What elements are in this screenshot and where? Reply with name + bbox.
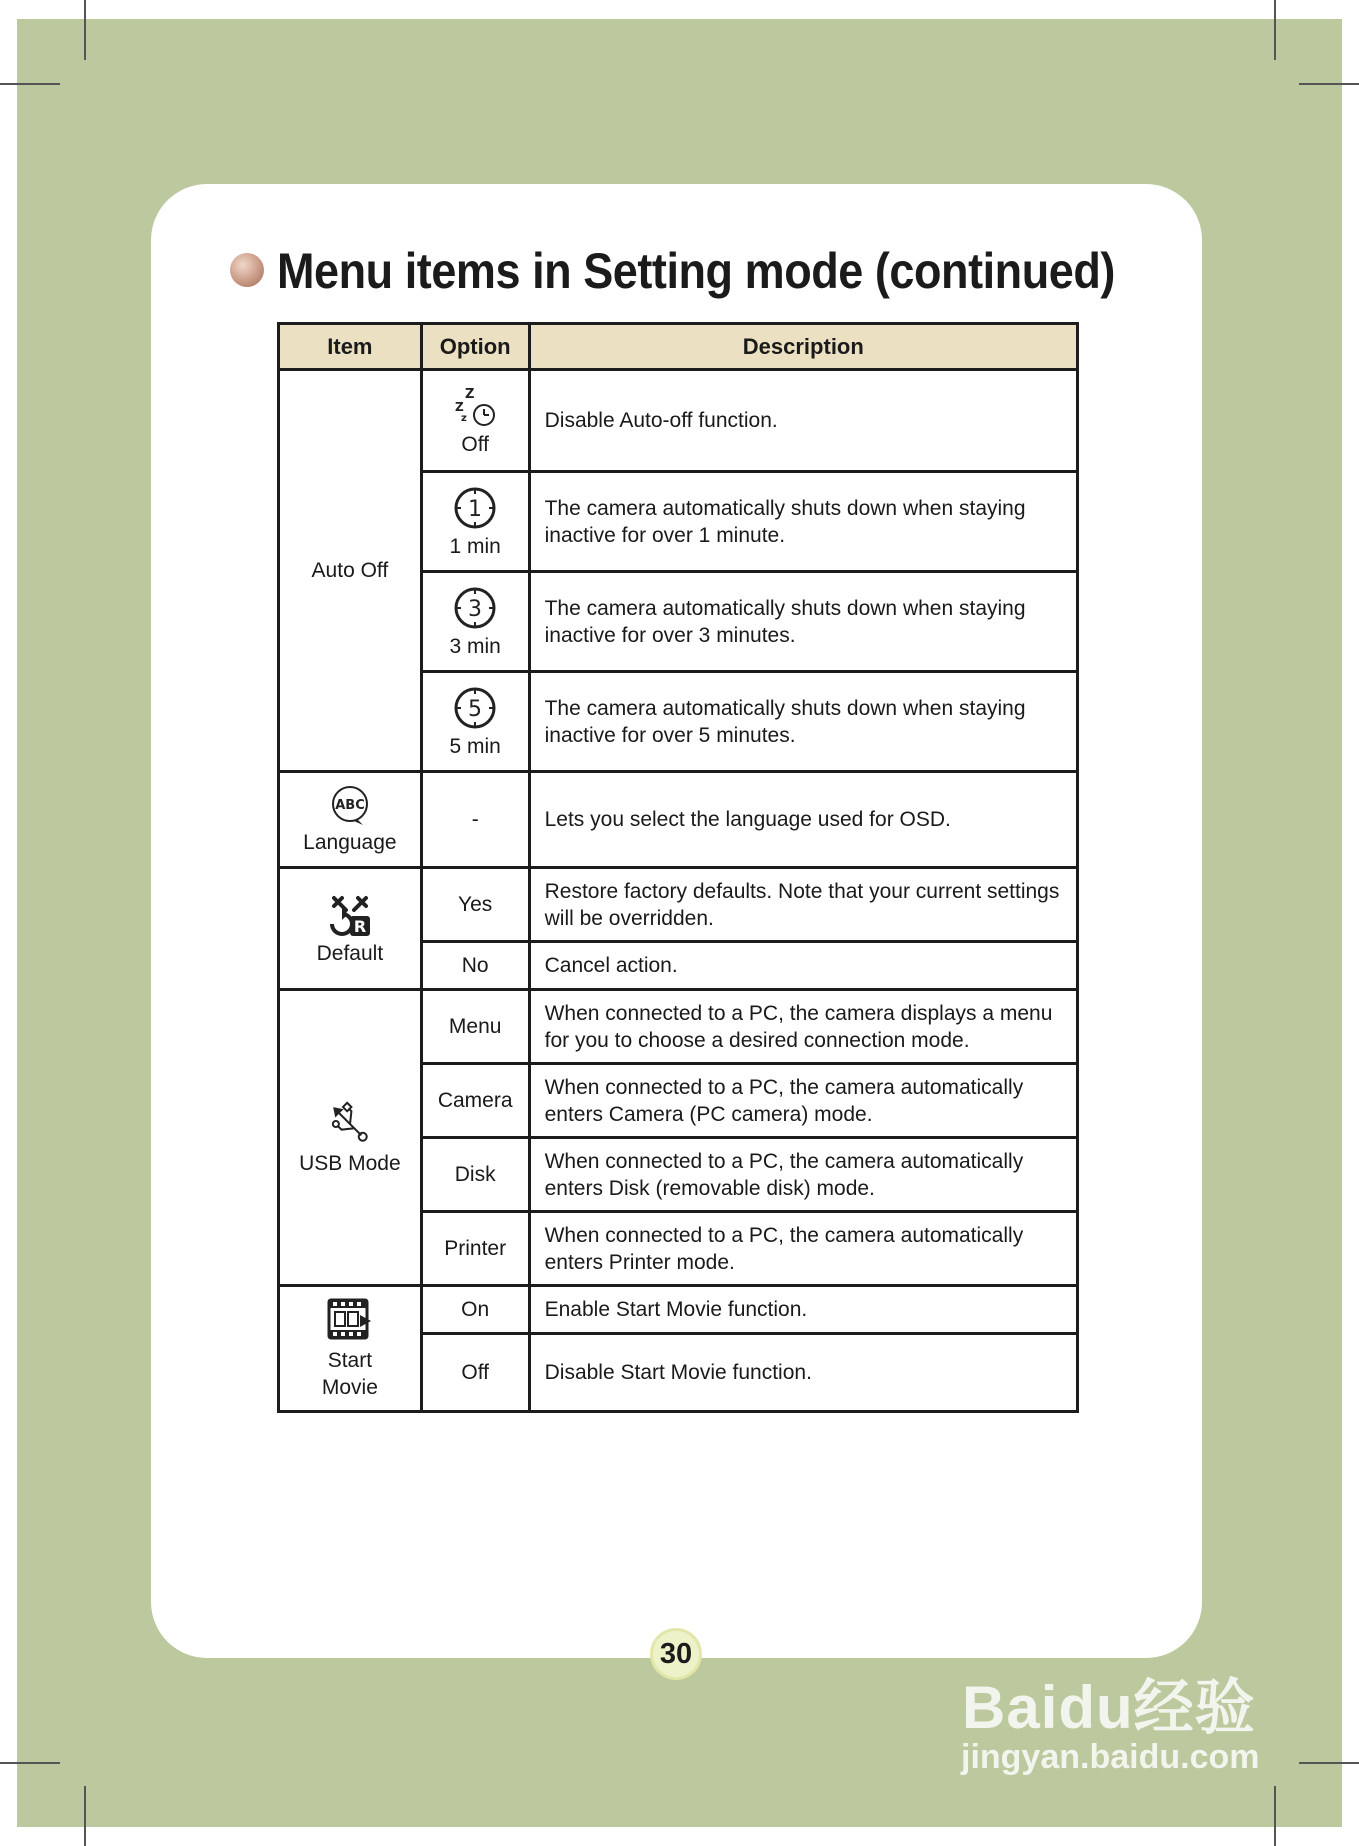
page-title: Menu items in Setting mode (continued) — [277, 243, 1115, 299]
crop-mark — [84, 1786, 86, 1846]
crop-mark — [0, 1762, 60, 1764]
table-row — [279, 990, 1078, 1064]
crop-mark — [1274, 1786, 1276, 1846]
description-cell: Lets you select the language used for OSD. — [529, 772, 1077, 868]
svg-text:Z: Z — [455, 399, 464, 414]
svg-text:5: 5 — [468, 696, 483, 722]
language-abc-icon — [327, 785, 373, 827]
description-cell: Disable Start Movie function. — [529, 1334, 1077, 1412]
item-label-line1: Start — [327, 1348, 373, 1372]
crop-mark — [1274, 0, 1276, 60]
option-cell: Printer — [421, 1212, 529, 1286]
table-row — [279, 868, 1078, 942]
description-cell: Disable Auto-off function. — [529, 370, 1077, 472]
option-cell — [421, 572, 529, 672]
description-cell: When connected to a PC, the camera automatically enters Disk (removable disk) mode. — [529, 1138, 1077, 1212]
table-header-row — [279, 324, 1078, 370]
description-cell: Restore factory defaults. Note that your current settings will be overridden. — [529, 868, 1077, 942]
option-label: 5 min — [449, 734, 501, 758]
watermark-brand: Baidu经验 — [962, 1674, 1256, 1741]
description-cell: The camera automatically shuts down when staying inactive for over 5 minutes. — [529, 672, 1077, 772]
description-cell: Cancel action. — [529, 942, 1077, 990]
option-cell: No — [421, 942, 529, 990]
item-label: Language — [303, 830, 397, 854]
svg-text:1: 1 — [468, 496, 483, 522]
option-cell: Disk — [421, 1138, 529, 1212]
option-cell — [421, 472, 529, 572]
option-cell: - — [421, 772, 529, 868]
option-label: 3 min — [449, 634, 501, 658]
option-cell — [421, 672, 529, 772]
description-cell: The camera automatically shuts down when staying inactive for over 3 minutes. — [529, 572, 1077, 672]
option-cell: Camera — [421, 1064, 529, 1138]
item-label: Default — [316, 941, 384, 965]
table-row — [279, 772, 1078, 868]
timer-5-icon — [452, 685, 498, 731]
timer-1-icon — [452, 485, 498, 531]
description-cell: When connected to a PC, the camera automatically enters Printer mode. — [529, 1212, 1077, 1286]
svg-text:Z: Z — [465, 386, 475, 402]
option-cell: Off — [421, 1334, 529, 1412]
item-auto-off: Auto Off — [279, 370, 422, 772]
svg-text:ABC: ABC — [335, 797, 365, 813]
item-language — [279, 772, 422, 868]
header-description: Description — [529, 324, 1077, 370]
option-cell: Menu — [421, 990, 529, 1064]
start-movie-icon — [326, 1297, 374, 1343]
svg-text:R: R — [353, 916, 367, 936]
settings-table — [277, 322, 1079, 1413]
crop-mark — [0, 83, 60, 85]
crop-mark — [84, 0, 86, 60]
option-label: Off — [461, 432, 489, 456]
item-label: USB Mode — [299, 1151, 401, 1175]
usb-icon — [326, 1100, 374, 1148]
page-number: 30 — [650, 1628, 702, 1680]
option-cell: Yes — [421, 868, 529, 942]
baidu-watermark — [961, 1660, 1260, 1776]
svg-text:z: z — [461, 412, 468, 424]
option-cell — [421, 370, 529, 472]
description-cell: When connected to a PC, the camera displays a menu for you to choose a desired connection mode. — [529, 990, 1077, 1064]
timer-3-icon — [452, 585, 498, 631]
item-default — [279, 868, 422, 990]
header-item: Item — [279, 324, 422, 370]
description-cell: The camera automatically shuts down when staying inactive for over 1 minute. — [529, 472, 1077, 572]
watermark-url: jingyan.baidu.com — [961, 1738, 1260, 1776]
title-bullet-icon — [230, 253, 264, 287]
header-option: Option — [421, 324, 529, 370]
auto-off-disabled-icon — [451, 385, 499, 429]
table-row — [279, 1286, 1078, 1334]
svg-text:3: 3 — [468, 596, 483, 622]
item-start-movie — [279, 1286, 422, 1412]
description-cell: When connected to a PC, the camera automatically enters Camera (PC camera) mode. — [529, 1064, 1077, 1138]
crop-mark — [1299, 83, 1359, 85]
item-usb-mode — [279, 990, 422, 1286]
crop-mark — [1299, 1762, 1359, 1764]
item-label-line2: Movie — [321, 1375, 378, 1399]
option-label: 1 min — [449, 534, 501, 558]
table-row — [279, 370, 1078, 472]
description-cell: Enable Start Movie function. — [529, 1286, 1077, 1334]
option-cell: On — [421, 1286, 529, 1334]
default-reset-icon — [326, 892, 374, 938]
